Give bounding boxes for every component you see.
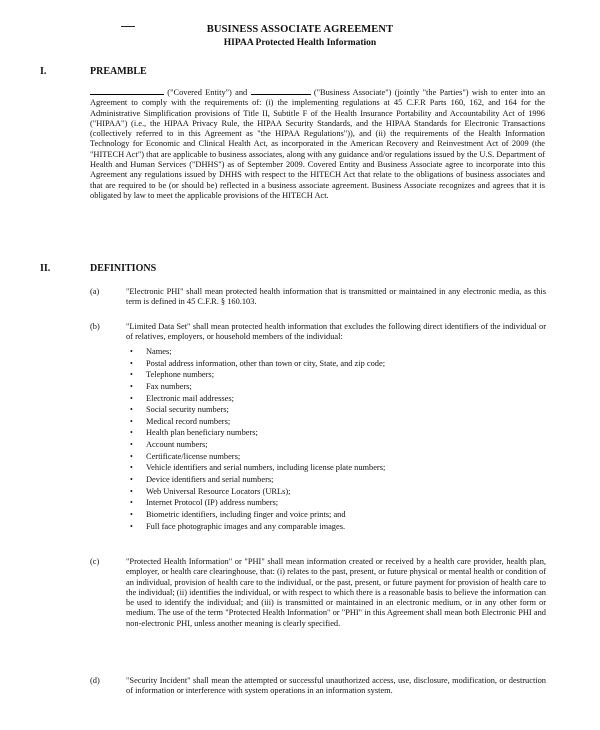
list-item: • Internet Protocol (IP) address numbers;: [130, 498, 279, 508]
bullet-icon: •: [130, 440, 133, 450]
definition-label: (d): [90, 676, 100, 685]
section-title: DEFINITIONS: [90, 263, 157, 274]
bullet-icon: •: [130, 428, 133, 438]
list-item: • Postal address information, other than town or city, State, and zip code;: [130, 358, 386, 368]
list-item: • Fax numbers;: [130, 381, 192, 391]
bullet-icon: •: [130, 451, 133, 461]
bullet-icon: •: [130, 405, 133, 415]
bullet-icon: •: [130, 486, 133, 496]
bullet-icon: •: [130, 347, 133, 356]
bullet-icon: •: [130, 416, 133, 426]
list-item: • Full face photographic images and any comparable images.: [130, 521, 346, 531]
definition-label: (b): [90, 322, 100, 331]
list-item: • Health plan beneficiary numbers;: [130, 428, 258, 438]
list-item: • Electronic mail addresses;: [130, 393, 234, 403]
list-item: • Social security numbers;: [130, 405, 229, 415]
section-definitions-heading: [40, 263, 156, 274]
preamble-body: wish to enter into an Agreement to comply with the requirements of: (i) the implementing regulations at 45 C.F.R Parts 160, 162, and 164 for the Administrative Simplification provisions of Title II, Subtitle F of the Health Insurance Portability and Accountability Act of 1996 ("HIPAA") (i.e., the HIPAA Privacy Rule, the HIPAA Security Standards, and the HIPAA Standards for Electronic Transactions (collectively referred to in this Agreement as "the HIPAA Regulations")), and (ii) the requirements of the Health Information Technology for Economic and Clinical Health Act, as incorporated in the American Recovery and Reinvestment Act of 2009 (the "HITECH Act") that are applicable to business associates, along with any guidance and/or regulations issued by the U.S. Department of Health and Human Services ("DHHS") as of September 2009. Covered Entity and Business Associate agree to incorporate into this Agreement any regulations issued by DHHS with respect to the HITECH Act that relate to the obligations of business associates and that are required to be (or should be) reflected in a business associate agreement. Business Associate recognizes and agrees that it is obligated by law to meet the applicable provisions of the HITECH Act.: [90, 88, 546, 200]
document-subtitle: HIPAA Protected Health Information: [223, 38, 377, 48]
bullet-icon: •: [130, 393, 133, 403]
bullet-icon: •: [130, 498, 133, 508]
definition-phi: "Protected Health Information" or "PHI" shall mean information created or received by a health care provider, health plan, employer, or health care clearinghouse, that: (i) relates to the past, present, or future physical or mental health or condition of an individual, provision of health care to the individual, or the past, present, or future payment for provision of health care to the individual; (ii) identifies the individual, or with respect to which there is a reasonable basis to believe the information can be used to identify the individual; and (iii) is transmitted or maintained in an electronic medium, or in any other form or medium. The use of the term "Protected Health Information" or "PHI" in this Agreement shall mean both Electronic PHI and non-electronic PHI, unless another meaning is clearly specified.: [126, 557, 546, 628]
section-number: I.: [40, 66, 47, 77]
bullet-icon: •: [130, 521, 133, 531]
identifier-list: [130, 346, 385, 532]
preamble-paragraph: [90, 87, 545, 201]
bullet-icon: •: [130, 358, 133, 368]
covered-entity-label: ("Covered Entity") and: [167, 88, 248, 97]
list-item: • Account numbers;: [130, 440, 208, 450]
business-associate-blank: [251, 87, 311, 95]
list-item: • Medical record numbers;: [130, 416, 231, 426]
list-item: • Vehicle identifiers and serial numbers, including license plate numbers;: [130, 463, 386, 473]
list-item: • Device identifiers and serial numbers;: [130, 475, 274, 485]
covered-entity-blank: [90, 87, 164, 95]
document-title: BUSINESS ASSOCIATE AGREEMENT: [206, 24, 394, 35]
definition-label: (c): [90, 557, 100, 566]
bullet-icon: •: [130, 475, 133, 485]
business-associate-label: ("Business Associate") (jointly "the Parties"): [313, 88, 469, 97]
bullet-icon: •: [130, 381, 133, 391]
bullet-icon: •: [130, 463, 133, 473]
bullet-icon: •: [130, 509, 133, 519]
definition-label: (a): [90, 287, 100, 296]
bullet-icon: •: [130, 370, 133, 380]
definition-electronic-phi: "Electronic PHI" shall mean protected health information that is transmitted or maintained in any electronic media, as this term is defined in 45 C.F.R. § 160.103.: [126, 287, 546, 307]
list-item: • Web Universal Resource Locators (URLs);: [130, 486, 291, 496]
list-item: • Names;: [130, 347, 172, 356]
list-item: • Biometric identifiers, including finger and voice prints; and: [130, 509, 346, 519]
definition-limited-data-set: "Limited Data Set" shall mean protected health information that excludes the following direct identifiers of the individual or of relatives, employers, or household members of the individual:: [126, 322, 546, 342]
section-title: PREAMBLE: [90, 66, 147, 77]
list-item: • Certificate/license numbers;: [130, 451, 241, 461]
section-number: II.: [40, 263, 51, 274]
list-item: • Telephone numbers;: [130, 370, 215, 380]
section-preamble-heading: [40, 66, 147, 77]
definition-security-incident: "Security Incident" shall mean the attempted or successful unauthorized access, use, disclosure, modification, or destruction of information or interference with system operations in an information system.: [126, 676, 546, 696]
